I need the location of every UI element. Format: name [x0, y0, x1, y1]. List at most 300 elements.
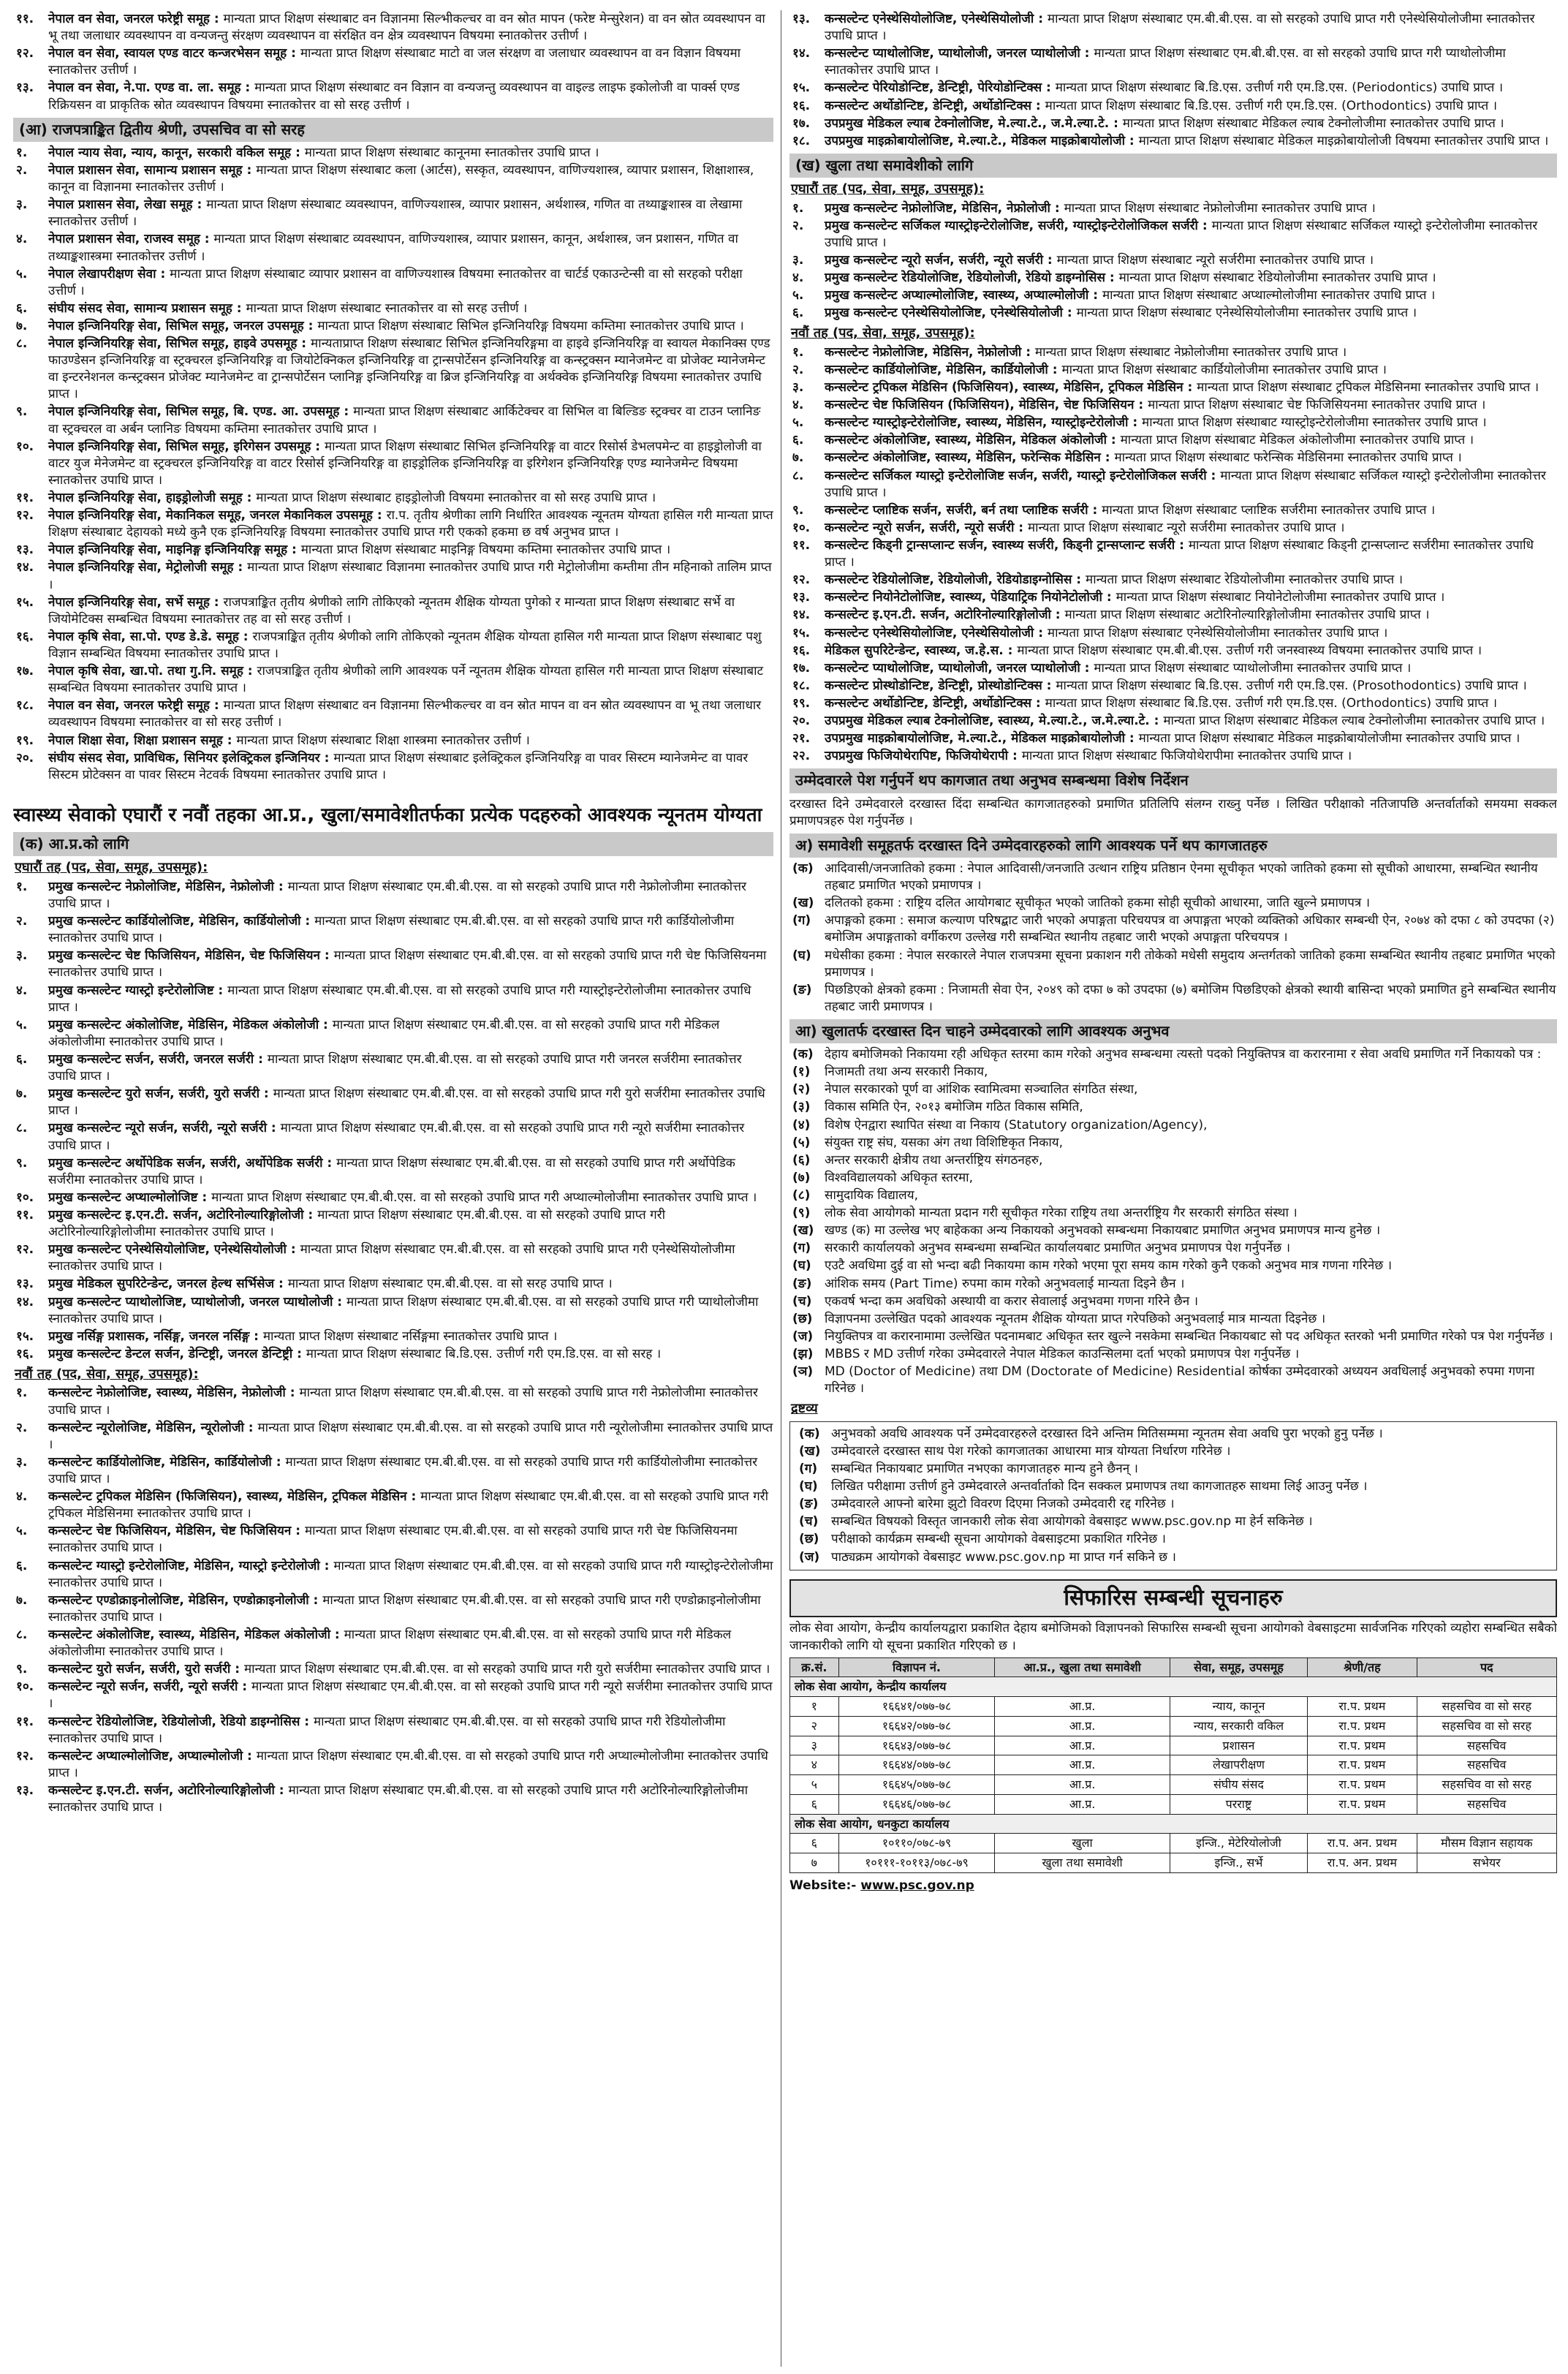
item-number: ५. — [792, 288, 804, 303]
table-cell: १०१११-१०११३/०७८-७९ — [838, 1853, 995, 1873]
item-text: नेपाल इन्जिनियरिङ्ग सेवा, सिभिल समूह, बि. एण्ड. आ. उपसमूह : मान्यता प्राप्त शिक्षण संस्थाबाट आर्किटेक्चर वा सिभिल वा बिल्डिङ स्ट्रक्चर वा टाउन प्लानिङ वा स्ट्रक्चरल वा अर्बन प्लानिङ विषयमा कम्तिमा स्नातकोत्तर उपाधि प्राप्त । — [48, 404, 761, 436]
item-title: कन्सल्टेन्ट इ.एन.टी. सर्जन, अटोरिनोल्यारिङ्गोलोजी : — [825, 608, 1065, 623]
item-text: विज्ञापनमा उल्लेखित पदको आवश्यक न्यूनतम शैक्षिक योग्यता प्राप्त गरेपछिको अनुभवलाई मात्र मान्यता दिइनेछ । — [825, 1311, 1326, 1326]
item-number: १. — [16, 879, 28, 894]
table-cell: आ.प्र. — [995, 1755, 1170, 1775]
table-cell: १ — [790, 1697, 839, 1717]
item-text: नेपाल वन सेवा, ने.पा. एण्ड वा. ला. समूह : मान्यता प्राप्त शिक्षण संस्थाबाट वन विज्ञान वा वन्यजन्तु व्यवस्थापन वा वाइल्ड लाइफ इकोलोजी वा पार्क्स एण्ड रिक्रियसन वा प्राकृतिक स्रोत व्यवस्थापन विषयमा स्नातकोत्तर वा सो सरह उत्तीर्ण । — [48, 80, 740, 113]
item-title: कन्सल्टेन्ट नियोनेटोलोजिष्ट, स्वास्थ्य, पेडियाट्रिक नियोनेटोलोजी : — [825, 590, 1116, 605]
item-title: कन्सल्टेन्ट प्याथोलोजिष्ट, प्याथोलोजी, जनरल प्याथोलोजी : — [825, 46, 1094, 61]
item-title: प्रमुख कन्सल्टेन्ट अप्थाल्मोलोजिष्ट, स्वास्थ्य, अप्थाल्मोलोजी : — [825, 288, 1102, 303]
item-title: उपप्रमुख माइक्रोबायोलोजिष्ट, मे.ल्या.टे., मेडिकल माइक्रोबायोलोजी : — [825, 731, 1139, 746]
list-item — [789, 1099, 1557, 1116]
item-title: उपप्रमुख मेडिकल ल्याब टेक्नोलोजिष्ट, स्वास्थ्य, मे.ल्या.टे., ज.मे.ल्या.टे. : — [825, 714, 1164, 729]
item-text: कन्सल्टेन्ट चेष्ट फिजिसियन, मेडिसिन, चेष्ट फिजिसियन : मान्यता प्राप्त शिक्षण संस्थाबाट एम.बी.बी.एस. वा सो सरहको उपाधि प्राप्त गरी चेष्ट फिजिसियनमा स्नातकोत्तर उपाधि प्राप्त । — [48, 1524, 738, 1556]
sub-a-list — [789, 861, 1557, 1016]
item-number: ६. — [16, 1052, 28, 1067]
item-title: नेपाल इन्जिनियरिङ्ग सेवा, सिभिल समूह, इरिगेसन उपसमूह : — [48, 439, 325, 454]
list-item — [13, 733, 773, 749]
item-text: प्रमुख नर्सिङ्ग प्रशासक, नर्सिङ्ग, जनरल नर्सिङ्ग : मान्यता प्राप्त शिक्षण संस्थाबाट नर्सिङ्गमा स्नातकोत्तर उपाधि प्राप्त । — [48, 1328, 558, 1344]
table-cell: १६६४६/०७७-७८ — [838, 1794, 995, 1814]
item-number: २०. — [16, 750, 34, 765]
item-text: नेपाल सरकारको पूर्ण वा आंशिक स्वामित्वमा सञ्चालित संगठित संस्था, — [825, 1082, 1138, 1097]
item-number: (२) — [792, 1082, 811, 1097]
table-header-cell: सेवा, समूह, उपसमूह — [1170, 1657, 1307, 1677]
item-number: ३. — [792, 252, 804, 268]
item-text: प्रमुख कन्सल्टेन्ट अर्थोपेडिक सर्जन, सर्जरी, अर्थोपेडिक सर्जरी : मान्यता प्राप्त शिक्षण संस्थाबाट एम.बी.बी.एस. वा सो सरहको उपाधि प्राप्त गरी अर्थोपेडिक सर्जरीमा स्नातकोत्तर उपाधि प्राप्त । — [48, 1155, 735, 1187]
item-title: संघीय संसद सेवा, सामान्य प्रशासन समूह : — [48, 300, 246, 316]
item-title: कन्सल्टेन्ट अर्थोडोन्टिष्ट, डेन्टिष्ट्री, अर्थोडोन्टिक्स : — [825, 98, 1045, 113]
item-number: (ङ) — [799, 1497, 819, 1512]
item-number: १७. — [16, 664, 34, 679]
item-number: १०. — [792, 520, 811, 535]
item-number: १९. — [792, 695, 811, 711]
item-number: (ख) — [792, 896, 814, 911]
list-item — [789, 537, 1557, 571]
table-cell: इन्जि., मेटेरियोलोजी — [1170, 1834, 1307, 1853]
list-item — [789, 432, 1557, 449]
item-text: नेपाल प्रशासन सेवा, सामान्य प्रशासन समूह : मान्यता प्राप्त शिक्षण संस्थाबाट कला (आर्टस), सस्कृत, व्यवस्थापन, वाणिज्यशास्त्र, व्यापार प्रशासन, शिक्षाशास्त्र, कानून वा विज्ञानमा स्नातकोत्तर उत्तीर्ण । — [48, 162, 754, 195]
list-item — [789, 520, 1557, 537]
table-cell: आ.प्र. — [995, 1697, 1170, 1717]
item-text: कन्सल्टेन्ट ग्यास्ट्रोइन्टेरोलोजिष्ट, स्वास्थ्य, मेडिसिन, ग्यास्ट्रोइन्टेरोलोजी : मान्यता प्राप्त शिक्षण संस्थाबाट ग्यास्ट्रोइन्टेरोलोजीमा स्नातकोत्तर उपाधि प्राप्त । — [825, 415, 1487, 431]
item-text: कन्सल्टेन्ट प्लाष्टिक सर्जन, सर्जरी, बर्न तथा प्लाष्टिक सर्जरी : मान्यता प्राप्त शिक्षण संस्थाबाट प्लाष्टिक सर्जरीमा स्नातकोत्तर उपाधि प्राप्त । — [825, 502, 1436, 518]
item-number: ४. — [16, 983, 28, 998]
item-text: नेपाल इन्जिनियरिङ्ग सेवा, सिभिल समूह, हाइवे उपसमूह : मान्यताप्राप्त शिक्षण संस्थाबाट सिभिल इन्जिनियरिङ्गमा वा हाइवे इन्जिनियरिङ्ग वा स्वायल मेकानिक्स एण्ड फाउण्डेसन इन्जिनियरिङ्ग वा स्ट्रक्चरल इन्जिनियरिङ्ग वा जियोटेक्निकल इन्जिनियरिङ्ग वा ट्रान्सपोर्टेसन इन्जिनियरिङ्ग वा कन्स्ट्रक्सन म्यानेजमेन्ट वा प्रोजेक्ट म्यानेजमेन्ट वा इन्टरनेशनल कन्स्ट्रक्सन प्रोजेक्ट म्यानेजमेन्ट वा ट्रान्सपोर्टेसन प्लानिङ्ग इन्जिनियरिङ्ग वा ब्रिज इन्जिनियरिङ्ग वा अर्थक्वेक इन्जिनियरिङ्ग विषयमा स्नातकोत्तर उपाधि प्राप्त । — [48, 336, 770, 402]
list-item — [789, 1240, 1557, 1257]
item-text: देहाय बमोजिमको निकायमा रही अधिकृत स्तरमा काम गरेको अनुभव सम्बन्धमा त्यस्तो पदको नियुक्तिपत्र वा करारनामा र सेवा अवधि प्रमाणित गर्ने निकायको पत्र : — [825, 1047, 1542, 1062]
notes-heading: द्रष्टव्य — [791, 1401, 818, 1417]
item-text: नेपाल शिक्षा सेवा, शिक्षा प्रशासन समूह : मान्यता प्राप्त शिक्षण संस्थाबाट शिक्षा शास्त्रमा स्नातकोत्तर उत्तीर्ण । — [48, 733, 530, 748]
list-item — [13, 1190, 773, 1206]
item-number: (ग) — [799, 1462, 818, 1477]
list-item — [789, 1311, 1557, 1328]
notes-box — [789, 1421, 1557, 1570]
list-item — [13, 1120, 773, 1154]
item-number: (छ) — [799, 1532, 819, 1547]
item-text: प्रमुख कन्सल्टेन्ट एनेस्थेसियोलोजिष्ट, एनेस्थेसियोलोजी : मान्यता प्राप्त शिक्षण संस्थाबाट एनेस्थेसियोलोजीमा स्नातकोत्तर उपाधि प्राप्त । — [825, 306, 1417, 321]
list-item — [13, 1489, 773, 1522]
item-title: मेडिकल सुपरिटेन्डेन्ट, स्वास्थ्य, ज.हे.स. : — [825, 643, 1018, 658]
item-number: १५. — [792, 80, 811, 96]
item-text: कन्सल्टेन्ट प्याथोलोजिष्ट, प्याथोलोजी, जनरल प्याथोलोजी : मान्यता प्राप्त शिक्षण संस्थाबाट प्याथोलोजीमा स्नातकोत्तर उपाधि प्राप्त । — [825, 660, 1412, 676]
item-number: १०. — [16, 1190, 34, 1205]
item-title: कन्सल्टेन्ट कार्डियोलोजिष्ट, मेडिसिन, कार्डियोलोजी : — [48, 1454, 286, 1470]
item-text: प्रमुख कन्सल्टेन्ट न्यूरो सर्जन, सर्जरी, न्यूरो सर्जरी : मान्यता प्राप्त शिक्षण संस्थाबाट न्यूरो सर्जरीमा स्नातकोत्तर उपाधि प्राप्त । — [825, 252, 1374, 268]
item-title: नेपाल इन्जिनियरिङ्ग सेवा, मेट्रोलोजी समूह : — [48, 560, 248, 575]
item-number: १६. — [16, 629, 34, 644]
item-number: (ख) — [799, 1443, 821, 1459]
item-text: प्रमुख मेडिकल सुपरिटेन्डेन्ट, जनरल हेल्थ सर्भिसेज : मान्यता प्राप्त शिक्षण संस्थाबाट एम.बी.बी.एस. वा सो सरह उपाधि प्राप्त । — [48, 1277, 613, 1292]
item-number: २२. — [792, 749, 811, 764]
list-item — [796, 1426, 1550, 1443]
item-text: सरकारी कार्यालयको अनुभव सम्बन्धमा सम्बन्धित कार्यालयबाट प्रमाणित अनुभव प्रमाणपत्र पेश गर्नुपर्नेछ । — [825, 1241, 1291, 1256]
item-text: कन्सल्टेन्ट कार्डियोलोजिष्ट, मेडिसिन, कार्डियोलोजी : मान्यता प्राप्त शिक्षण संस्थाबाट एम.बी.बी.एस. वा सो सरहको उपाधि प्राप्त गरी कार्डियोलोजीमा स्नातकोत्तर उपाधि प्राप्त । — [48, 1454, 758, 1486]
list-item — [789, 502, 1557, 519]
table-header-row — [790, 1657, 1557, 1677]
list-item — [789, 218, 1557, 252]
item-title: नेपाल वन सेवा, जनरल फरेष्ट्री समूह : — [48, 12, 224, 26]
item-title: कन्सल्टेन्ट ट्रपिकल मेडिसिन (फिजिसियन), स्वास्थ्य, मेडिसिन, ट्रपिकल मेडिसिन : — [48, 1489, 421, 1505]
item-title: कन्सल्टेन्ट कार्डियोलोजिष्ट, मेडिसिन, कार्डियोलोजी : — [825, 362, 1062, 377]
list-item — [789, 415, 1557, 431]
item-text: संघीय संसद सेवा, प्राविधिक, सिनियर इलेक्ट्रिकल इन्जिनियर : मान्यता प्राप्त शिक्षण संस्थाबाट इलेक्ट्रिकल इन्जिनियरिङ्ग वा पावर सिस्टम म्यानेजमेन्ट वा पावर सिस्टम प्रोटेक्सन वा पावर सिस्टम नेटवर्क विषयमा स्नातकोत्तर उपाधि प्राप्त । — [48, 750, 749, 782]
item-text: विश्वविद्यालयको अधिकृत स्तरमा, — [825, 1170, 973, 1185]
table-cell: सहसचिव वा सो सरह — [1417, 1775, 1556, 1795]
list-item — [789, 287, 1557, 304]
table-cell: प्रशासन — [1170, 1736, 1307, 1755]
item-number: १२. — [16, 1242, 34, 1258]
item-text: अनुभवको अवधि आवश्यक पर्ने उम्मेदवारहरुले दरखास्त दिने अन्तिम मितिसम्ममा न्यूनतम सेवा अवधि पुरा भएको हुनु पर्नेछ । — [831, 1426, 1383, 1441]
recommendation-intro: लोक सेवा आयोग, केन्द्रीय कार्यालयद्वारा प्रकाशित देहाय बमोजिमको विज्ञापनको सिफारिस सम्बन्धी सूचना आयोगको वेबसाइटमा सार्वजनिक गरिएको व्यहोरा सम्बन्धित सबैको जानकारीको लागि यो सूचना प्रकाशित गरिएको छ । — [789, 1621, 1557, 1653]
table-cell: न्याय, कानून — [1170, 1697, 1307, 1717]
item-title: कन्सल्टेन्ट चेष्ट फिजिसियन (फिजिसियन), मेडिसिन, चेष्ट फिजिसियन : — [825, 398, 1148, 413]
table-cell: १६६४५/०७७-७८ — [838, 1775, 995, 1795]
item-text: प्रमुख कन्सल्टेन्ट ग्यास्ट्रो इन्टेरोलोजिष्ट : मान्यता प्राप्त शिक्षण संस्थाबाट एम.बी.बी.एस. वा सो सरहको उपाधि प्राप्त गरी ग्यास्ट्रोइन्टेरोलोजीमा स्नातकोत्तर उपाधि प्राप्त । — [48, 983, 751, 1015]
item-number: ८. — [792, 468, 804, 483]
list-item — [789, 80, 1557, 97]
item-title: नेपाल प्रशासन सेवा, लेखा समूह : — [48, 197, 207, 213]
list-item — [796, 1443, 1550, 1460]
item-number: (क) — [799, 1426, 820, 1441]
item-number: १७. — [792, 660, 811, 676]
list-item — [13, 948, 773, 981]
table-cell: १६६४१/०७७-७८ — [838, 1697, 995, 1717]
item-text: निजामती तथा अन्य सरकारी निकाय, — [825, 1065, 988, 1080]
table-cell: १६६४३/०७७-७८ — [838, 1736, 995, 1755]
item-text: कन्सल्टेन्ट एनेस्थेसियोलोजिष्ट, एनेस्थेसियोलोजी : मान्यता प्राप्त शिक्षण संस्थाबाट एनेस्थेसियोलोजीमा स्नातकोत्तर उपाधि प्राप्त । — [825, 625, 1388, 640]
item-text: कन्सल्टेन्ट सर्जिकल ग्यास्ट्रो इन्टेरोलोजिष्ट सर्जन, सर्जरी, ग्यास्ट्रो इन्टेरोलोजिकल सर्जरी : मान्यता प्राप्त शिक्षण संस्थाबाट सर्जिकल ग्यास्ट्रो इन्टेरोलोजीमा स्नातकोत्तर उपाधि प्राप्त । — [825, 468, 1546, 500]
item-number: (ज) — [799, 1549, 820, 1565]
item-title: संघीय संसद सेवा, प्राविधिक, सिनियर इलेक्ट्रिकल इन्जिनियर : — [48, 750, 334, 765]
item-number: १३. — [792, 590, 811, 605]
list-item — [13, 318, 773, 335]
list-item — [789, 98, 1557, 115]
item-number: १०. — [16, 439, 34, 454]
table-row — [790, 1775, 1557, 1795]
list-item — [13, 1086, 773, 1119]
instructions-heading: उम्मेदवारले पेश गर्नुपर्ने थप कागजात तथा अनुभव सम्बन्धमा विशेष निर्देशन — [789, 768, 1557, 793]
item-number: ११. — [792, 537, 811, 553]
list-item — [789, 11, 1557, 45]
item-text: प्रमुख कन्सल्टेन्ट नेफ्रोलोजिष्ट, मेडिसिन, नेफ्रोलोजी : मान्यता प्राप्त शिक्षण संस्थाबाट एम.बी.बी.एस. वा सो सरहको उपाधि प्राप्त गरी नेफ्रोलोजीमा स्नातकोत्तर उपाधि प्राप्त । — [48, 879, 746, 912]
item-number: १३. — [792, 12, 811, 26]
table-cell: खुला — [995, 1834, 1170, 1853]
item-text: प्रमुख कन्सल्टेन्ट डेन्टल सर्जन, डेन्टिष्ट्री, जनरल डेन्टिष्ट्री : मान्यता प्राप्त शिक्षण संस्थाबाट बि.डि.एस. उत्तीर्ण गरी एम.डि.एस. वा सो सरह । — [48, 1346, 662, 1361]
item-number: ५. — [16, 1524, 28, 1539]
item-title: प्रमुख कन्सल्टेन्ट रेडियोलोजिष्ट, रेडियोलोजी, रेडियो डाइग्नोसिस : — [825, 270, 1119, 285]
item-title: कन्सल्टेन्ट एण्डोक्राइनोलोजिष्ट, मेडिसिन, एण्डोक्राइनोलोजी : — [48, 1592, 323, 1608]
item-title: कन्सल्टेन्ट न्यूरोलोजिष्ट, मेडिसिन, न्यूरोलोजी : — [48, 1420, 258, 1435]
item-number: (ञ) — [792, 1364, 814, 1380]
item-title: प्रमुख कन्सल्टेन्ट इ.एन.टी. सर्जन, अटोरिनोल्यारिङ्गोलोजी : — [48, 1207, 318, 1222]
item-text: कन्सल्टेन्ट प्याथोलोजिष्ट, प्याथोलोजी, जनरल प्याथोलोजी : मान्यता प्राप्त शिक्षण संस्थाबाट एम.बी.बी.एस. वा सो सरहको उपाधि प्राप्त गरी प्याथोलोजीमा स्नातकोत्तर उपाधि प्राप्त । — [825, 46, 1506, 78]
list-item — [13, 750, 773, 784]
item-number: ८. — [16, 1627, 28, 1642]
list-item — [789, 572, 1557, 589]
list-item — [796, 1461, 1550, 1478]
item-number: १. — [792, 200, 804, 216]
list-item — [789, 133, 1557, 150]
item-number: (६) — [792, 1152, 811, 1168]
list-item — [13, 197, 773, 230]
table-cell: रा.प. प्रथम — [1308, 1716, 1417, 1736]
item-title: नेपाल शिक्षा सेवा, शिक्षा प्रशासन समूह : — [48, 733, 237, 748]
item-text: अपाङ्गको हकमा : समाज कल्याण परिषद्बाट जारी भएको अपाङ्गता परिचयपत्र वा अपाङ्गता भएको व्यक्तिको अधिकार सम्बन्धी ऐन, २०७४ को दफा ८ को उपदफा (२) बमोजिम अपाङ्गताको वर्गीकरण उल्लेख गरी सम्बन्धित स्थानीय तहबाट जारी भएको अपाङ्गता परिचयपत्र । — [825, 913, 1555, 945]
item-text: एउटै अवधिमा दुई वा सो भन्दा बढी निकायमा काम गरेको भएमा पूरा समय काम गरेको कुनै एकको अनुभव मात्र गणना गरिनेछ । — [825, 1258, 1393, 1274]
item-title: नेपाल इन्जिनियरिङ्ग सेवा, सिभिल समूह, जनरल उपसमूह : — [48, 318, 318, 333]
item-text: मधेसीका हकमा : नेपाल सरकारले नेपाल राजपत्रमा सूचना प्रकाशन गरी तोकेको मधेसी समुदाय अन्तर्गतको जातिको हकमा सम्बन्धित स्थानीय तहबाट प्रमाणित भएको प्रमाणपत्र । — [825, 948, 1556, 980]
ka-level9-label: नवौं तह (पद, सेवा, समूह, उपसमूह): — [15, 1366, 199, 1382]
item-title: नेपाल इन्जिनियरिङ्ग सेवा, मेकानिकल समूह, जनरल मेकानिकल उपसमूह : — [48, 508, 387, 523]
item-text: कन्सल्टेन्ट न्यूरो सर्जन, सर्जरी, न्यूरो सर्जरी : मान्यता प्राप्त शिक्षण संस्थाबाट न्यूरो सर्जरीमा स्नातकोत्तर उपाधि प्राप्त । — [825, 520, 1345, 535]
table-cell: सभेयर — [1417, 1853, 1556, 1873]
list-item — [789, 1346, 1557, 1363]
table-row — [790, 1736, 1557, 1755]
list-item — [789, 45, 1557, 79]
table-group-cell: लोक सेवा आयोग, धनकुटा कार्यालय — [790, 1814, 1557, 1834]
item-number: ९. — [16, 1155, 28, 1171]
list-item — [13, 1523, 773, 1557]
item-title: कन्सल्टेन्ट अंकोलोजिष्ट, स्वास्थ्य, मेडिसिन, मेडिकल अंकोलोजी : — [825, 433, 1121, 448]
item-number: १. — [16, 1386, 28, 1401]
right-top-list — [789, 11, 1557, 150]
item-number: १४. — [792, 608, 811, 623]
item-text: कन्सल्टेन्ट रेडियोलोजिष्ट, रेडियोलोजी, रेडियोडाइग्नोसिस : मान्यता प्राप्त शिक्षण संस्थाबाट रेडियोलोजीमा स्नातकोत्तर उपाधि प्राप्त । — [825, 572, 1404, 588]
item-title: उपप्रमुख माइक्रोबायोलोजिष्ट, मे.ल्या.टे., मेडिकल माइक्रोबायोलोजी : — [825, 133, 1139, 148]
item-title: कन्सल्टेन्ट चेष्ट फिजिसियन, मेडिसिन, चेष्ट फिजिसियन : — [48, 1524, 305, 1539]
list-item — [13, 1241, 773, 1275]
item-text: कन्सल्टेन्ट कार्डियोलोजिष्ट, मेडिसिन, कार्डियोलोजी : मान्यता प्राप्त शिक्षण संस्थाबाट कार्डियोलोजीमा स्नातकोत्तर उपाधि प्राप्त । — [825, 362, 1387, 377]
list-item — [796, 1531, 1550, 1548]
item-number: (३) — [792, 1100, 811, 1115]
sub-aa-heading: आ) खुलातर्फ दरखास्त दिन चाहने उम्मेदवारको लागि आवश्यक अनुभव — [789, 1019, 1557, 1043]
item-text: कन्सल्टेन्ट एनेस्थेसियोलोजिष्ट, एनेस्थेसियोलोजी : मान्यता प्राप्त शिक्षण संस्थाबाट एम.बी.बी.एस. वा सो सरहको उपाधि प्राप्त गरी एनेस्थेसियोलोजीमा स्नातकोत्तर उपाधि प्राप्त । — [825, 12, 1535, 44]
item-text: नेपाल इन्जिनियरिङ्ग सेवा, सिभिल समूह, जनरल उपसमूह : मान्यता प्राप्त शिक्षण संस्थाबाट सिभिल इन्जिनियरिङ्ग विषयमा कम्तिमा स्नातकोत्तर उपाधि प्राप्त । — [48, 318, 744, 333]
item-text: कन्सल्टेन्ट अंकोलोजिष्ट, स्वास्थ्य, मेडिसिन, मेडिकल अंकोलोजी : मान्यता प्राप्त शिक्षण संस्थाबाट एम.बी.बी.एस. वा सो सरहको उपाधि प्राप्त गरी मेडिकल अंकोलोजीमा स्नातकोत्तर उपाधि प्राप्त । — [48, 1627, 732, 1660]
list-item — [13, 1207, 773, 1241]
item-number: (ख) — [792, 1223, 814, 1239]
item-text: कन्सल्टेन्ट पेरियोडोन्टिष्ट, डेन्टिष्ट्री, पेरियोडोन्टिक्स : मान्यता प्राप्त शिक्षण संस्थाबाट बि.डि.एस. उत्तीर्ण गरी एम.डि.एस. (Periodontics) उपाधि प्राप्त । — [825, 80, 1504, 96]
ka-level9-list — [13, 1385, 773, 1816]
item-number: ११. — [16, 1207, 34, 1222]
item-text: कन्सल्टेन्ट अर्थोडोन्टिष्ट, डेन्टिष्ट्री, अर्थोडोन्टिक्स : मान्यता प्राप्त शिक्षण संस्थाबाट बि.डि.एस. उत्तीर्ण गरी एम.डि.एस. (Orthodontics) उपाधि प्राप्त । — [825, 98, 1498, 113]
list-item — [13, 663, 773, 697]
item-number: १६. — [16, 1346, 34, 1361]
item-text: MBBS र MD उत्तीर्ण गरेका उम्मेदवारले नेपाल मेडिकल काउन्सिलमा दर्ता भएको प्रमाणपत्र पेश गर्नुपर्नेछ । — [825, 1347, 1300, 1362]
item-number: १८. — [792, 133, 811, 148]
table-row — [790, 1697, 1557, 1717]
list-item — [789, 730, 1557, 747]
item-text: प्रमुख कन्सल्टेन्ट सर्जिकल ग्यास्ट्रोइन्टेरोलोजिष्ट, सर्जरी, ग्यास्ट्रोइन्टेरोलोजिकल सर्जरी : मान्यता प्राप्त शिक्षण संस्थाबाट सर्जिकल ग्यास्ट्रो इन्टेरोलोजीमा स्नातकोत्तर उपाधि प्राप्त । — [825, 218, 1538, 250]
list-item — [13, 1558, 773, 1592]
item-number: ६. — [792, 433, 804, 448]
item-text: अन्तर सरकारी क्षेत्रीय तथा अन्तर्राष्ट्रिय संगठनहरु, — [825, 1152, 1043, 1168]
left-top-list — [13, 11, 773, 114]
list-item — [13, 1454, 773, 1488]
table-cell: न्याय, सरकारी वकिल — [1170, 1716, 1307, 1736]
item-number: १. — [16, 145, 28, 160]
item-number: ८. — [16, 1121, 28, 1136]
item-number: ७. — [16, 318, 28, 333]
item-number: १४. — [792, 46, 811, 61]
item-text: मेडिकल सुपरिटेन्डेन्ट, स्वास्थ्य, ज.हे.स. : मान्यता प्राप्त शिक्षण संस्थाबाट एम.बी.बी.एस. उत्तीर्ण गरी जनस्वास्थ्य विषयमा स्नातकोत्तर उपाधि प्राप्त । — [825, 643, 1482, 658]
table-header-cell: श्रेणी/तह — [1308, 1657, 1417, 1677]
list-item — [796, 1496, 1550, 1513]
list-item — [13, 80, 773, 113]
item-title: कन्सल्टेन्ट अंकोलोजिष्ट, स्वास्थ्य, मेडिसिन, फरेन्सिक मेडिसिन : — [825, 450, 1115, 466]
item-text: दलितको हकमा : राष्ट्रिय दलित आयोगबाट सूचीकृत भएको जातिको हकमा सोही सूचीको आधारमा, जाति खुल्ने प्रमाणपत्र । — [825, 896, 1371, 911]
item-text: कन्सल्टेन्ट इ.एन.टी. सर्जन, अटोरिनोल्यारिङ्गोलोजी : मान्यता प्राप्त शिक्षण संस्थाबाट अटोरिनोल्यारिङ्गोलोजीमा स्नातकोत्तर उपाधि प्राप्त । — [825, 608, 1430, 623]
item-text: नेपाल कृषि सेवा, सा.पो. एण्ड डे.डे. समूह : राजपत्राङ्कित तृतीय श्रेणीको लागि तोकिएको न्यूनतम शैक्षिक योग्यता हासिल गरी मान्यता प्राप्त शिक्षण संस्थाबाट पशु विज्ञान सम्बन्धित विषयमा स्नातकोत्तर उपाधि प्राप्त । — [48, 629, 762, 662]
item-number: १५. — [16, 594, 34, 610]
item-number: ९. — [16, 404, 28, 420]
item-number: ३. — [792, 379, 804, 395]
item-number: १३. — [16, 543, 34, 558]
list-item — [789, 748, 1557, 765]
item-number: ५. — [16, 266, 28, 281]
website-link[interactable]: www.psc.gov.np — [860, 1878, 974, 1893]
item-title: प्रमुख कन्सल्टेन्ट एनेस्थेसियोलोजिष्ट, एनेस्थेसियोलोजी : — [48, 1242, 300, 1258]
item-title: नेपाल इन्जिनियरिङ्ग सेवा, सिभिल समूह, हाइवे उपसमूह : — [48, 336, 311, 352]
item-title: प्रमुख कन्सल्टेन्ट न्यूरो सर्जन, सर्जरी, न्यूरो सर्जरी : — [825, 252, 1057, 268]
item-title: प्रमुख कन्सल्टेन्ट सर्जन, सर्जरी, जनरल सर्जरी : — [48, 1052, 268, 1067]
item-text: नेपाल प्रशासन सेवा, राजस्व समूह : मान्यता प्राप्त शिक्षण संस्थाबाट व्यवस्थापन, वाणिज्यशास्त्र, व्यापार प्रशासन, कानून, अर्थशास्त्र, जन प्रशासन, गणित वा तथ्याङ्कशास्त्रमा स्नातकोत्तर उत्तीर्ण । — [48, 232, 738, 264]
item-title: कन्सल्टेन्ट रेडियोलोजिष्ट, रेडियोलोजी, रेडियो डाइग्नोसिस : — [48, 1714, 314, 1729]
item-number: ३. — [16, 948, 28, 964]
table-cell: ६ — [790, 1794, 839, 1814]
item-text: नेपाल लेखापरीक्षण सेवा : मान्यता प्राप्त शिक्षण संस्थाबाट व्यापार प्रशासन वा वाणिज्यशास्त्र विषयमा स्नातकोत्तर वा चार्टर्ड एकाउन्टेन्सी वा सो सरहको परीक्षा उत्तीर्ण । — [48, 266, 743, 298]
item-number: ७. — [16, 1592, 28, 1608]
item-number: १. — [792, 344, 804, 360]
list-item — [789, 589, 1557, 606]
table-cell: सहसचिव वा सो सरह — [1417, 1697, 1556, 1717]
item-text: कन्सल्टेन्ट चेष्ट फिजिसियन (फिजिसियन), मेडिसिन, चेष्ट फिजिसियन : मान्यता प्राप्त शिक्षण संस्थाबाट चेष्ट फिजिसियनमा स्नातकोत्तर उपाधि प्राप्त । — [825, 398, 1486, 413]
table-header-cell: आ.प्र., खुला तथा समावेशी — [995, 1657, 1170, 1677]
table-cell: ६ — [790, 1834, 839, 1853]
list-item — [13, 1714, 773, 1747]
item-number: (ज) — [792, 1328, 814, 1344]
list-item — [13, 231, 773, 265]
item-number: २. — [792, 218, 804, 233]
item-text: संयुक्त राष्ट्र संघ, यसका अंग तथा विशिष्टिकृत निकाय, — [825, 1135, 1063, 1150]
item-title: कन्सल्टेन्ट प्याथोलोजिष्ट, प्याथोलोजी, जनरल प्याथोलोजी : — [825, 660, 1094, 676]
item-number: १७. — [792, 116, 811, 131]
list-item — [13, 1155, 773, 1189]
item-title: कन्सल्टेन्ट इ.एन.टी. सर्जन, अटोरिनोल्यारिङ्गोलोजी : — [48, 1783, 289, 1798]
list-item — [13, 1346, 773, 1363]
list-item — [13, 145, 773, 162]
item-title: कन्सल्टेन्ट ट्रपिकल मेडिसिन (फिजिसियन), स्वास्थ्य, मेडिसिन, ट्रपिकल मेडिसिन : — [825, 379, 1197, 395]
item-text: परीक्षाको कार्यक्रम सम्बन्धी सूचना आयोगको वेबसाइटमा प्रकाशित गरिनेछ । — [831, 1532, 1166, 1547]
item-text: उपप्रमुख मेडिकल ल्याब टेक्नोलोजिष्ट, स्वास्थ्य, मे.ल्या.टे., ज.मे.ल्या.टे. : मान्यता प्राप्त शिक्षण संस्थाबाट मेडिकल ल्याब टेक्नोलोजीमा स्नातकोत्तर उपाधि प्राप्त । — [825, 714, 1545, 729]
item-title: नेपाल वन सेवा, ने.पा. एण्ड वा. ला. समूह : — [48, 80, 255, 96]
list-item — [13, 1017, 773, 1051]
list-item — [13, 45, 773, 79]
list-item — [13, 507, 773, 541]
left-column — [13, 10, 773, 2367]
section-aa-list — [13, 145, 773, 784]
table-cell: मौसम विज्ञान सहायक — [1417, 1834, 1556, 1853]
table-cell: सहसचिव — [1417, 1794, 1556, 1814]
item-text: नेपाल प्रशासन सेवा, लेखा समूह : मान्यता प्राप्त शिक्षण संस्थाबाट व्यवस्थापन, वाणिज्यशास्त्र, व्यापार प्रशासन, अर्थशास्त्र, गणित वा तथ्याङ्कशास्त्र वा लेखामा स्नातकोत्तर उत्तीर्ण । — [48, 197, 743, 230]
item-number: (घ) — [792, 948, 811, 963]
item-title: कन्सल्टेन्ट युरो सर्जन, सर्जरी, युरो सर्जरी : — [48, 1662, 244, 1677]
item-text: कन्सल्टेन्ट नेफ्रोलोजिष्ट, मेडिसिन, नेफ्रोलोजी : मान्यता प्राप्त शिक्षण संस्थाबाट नेफ्रोलोजीमा स्नातकोत्तर उपाधि प्राप्त । — [825, 344, 1347, 360]
item-number: २१. — [792, 731, 811, 746]
item-text: उम्मेदवारले दरखास्त साथ पेश गरेको कागजातका आधारमा मात्र योग्यता निर्धारण गरिनेछ । — [831, 1443, 1231, 1459]
item-text: विशेष ऐनद्वारा स्थापित संस्था वा निकाय (Statutory organization/Agency), — [825, 1117, 1208, 1133]
item-title: कन्सल्टेन्ट रेडियोलोजिष्ट, रेडियोलोजी, रेडियोडाइग्नोसिस : — [825, 572, 1086, 588]
item-title: कन्सल्टेन्ट न्यूरो सर्जन, सर्जरी, न्यूरो सर्जरी : — [48, 1679, 251, 1695]
list-item — [13, 594, 773, 628]
item-title: नेपाल इन्जिनियरिङ्ग सेवा, सर्भे समूह : — [48, 594, 224, 610]
list-item — [789, 1293, 1557, 1310]
item-title: प्रमुख नर्सिङ्ग प्रशासक, नर्सिङ्ग, जनरल नर्सिङ्ग : — [48, 1328, 263, 1344]
item-number: (९) — [792, 1206, 811, 1221]
item-title: प्रमुख कन्सल्टेन्ट सर्जिकल ग्यास्ट्रोइन्टेरोलोजिष्ट, सर्जरी, ग्यास्ट्रोइन्टेरोलोजिकल सर्जरी : — [825, 218, 1212, 233]
table-group-row — [790, 1677, 1557, 1697]
item-title: कन्सल्टेन्ट नेफ्रोलोजिष्ट, स्वास्थ्य, मेडिसिन, नेफ्रोलोजी : — [48, 1386, 300, 1401]
item-title: कन्सल्टेन्ट सर्जिकल ग्यास्ट्रो इन्टेरोलोजिष्ट सर्जन, सर्जरी, ग्यास्ट्रो इन्टेरोलोजिकल सर्जरी : — [825, 468, 1221, 483]
item-text: कन्सल्टेन्ट अंकोलोजिष्ट, स्वास्थ्य, मेडिसिन, मेडिकल अंकोलोजी : मान्यता प्राप्त शिक्षण संस्थाबाट मेडिकल अंकोलोजीमा स्नातकोत्तर उपाधि प्राप्त । — [825, 433, 1474, 448]
item-text: कन्सल्टेन्ट रेडियोलोजिष्ट, रेडियोलोजी, रेडियो डाइग्नोसिस : मान्यता प्राप्त शिक्षण संस्थाबाट एम.बी.बी.एस. वा सो सरहको उपाधि प्राप्त गरी रेडियोलोजीमा स्नातकोत्तर उपाधि प्राप्त । — [48, 1714, 726, 1746]
item-text: सम्बन्धित निकायबाट प्रमाणित नभएका कागजातहरु मान्य हुने छैनन् । — [831, 1462, 1138, 1477]
table-cell: आ.प्र. — [995, 1794, 1170, 1814]
item-text: प्रमुख कन्सल्टेन्ट रेडियोलोजिष्ट, रेडियोलोजी, रेडियो डाइग्नोसिस : मान्यता प्राप्त शिक्षण संस्थाबाट रेडियोलोजीमा स्नातकोत्तर उपाधि प्राप्त । — [825, 270, 1436, 285]
item-text: प्रमुख कन्सल्टेन्ट नेफ्रोलोजिष्ट, मेडिसिन, नेफ्रोलोजी : मान्यता प्राप्त शिक्षण संस्थाबाट नेफ्रोलोजीमा स्नातकोत्तर उपाधि प्राप्त । — [825, 200, 1376, 216]
list-item — [789, 643, 1557, 659]
table-cell: रा.प. अन. प्रथम — [1308, 1853, 1417, 1873]
item-text: कन्सल्टेन्ट किड्नी ट्रान्सप्लान्ट सर्जन, स्वास्थ्य सर्जरी, किड्नी ट्रान्सप्लान्ट सर्जरी : मान्यता प्राप्त शिक्षण संस्थाबाट किड्नी ट्रान्सप्लान्ट सर्जरीमा स्नातकोत्तर उपाधि प्राप्त । — [825, 537, 1534, 570]
item-text: कन्सल्टेन्ट प्रोस्थोडोन्टिष्ट, डेन्टिष्ट्री, प्रोस्थोडोन्टिक्स : मान्यता प्राप्त शिक्षण संस्थाबाट बि.डि.एस. उत्तीर्ण गरी एम.डि.एस. (Prosothodontics) उपाधि प्राप्त । — [825, 678, 1527, 693]
item-number: १९. — [16, 733, 34, 748]
list-item — [13, 1294, 773, 1328]
list-item — [789, 270, 1557, 287]
item-title: उपप्रमुख फिजियोथेरापिष्ट, फिजियोथेरापी : — [825, 749, 1022, 764]
item-number: (झ) — [792, 1347, 814, 1362]
item-number: ४. — [16, 1489, 28, 1505]
item-title: नेपाल लेखापरीक्षण सेवा : — [48, 266, 170, 281]
item-text: कन्सल्टेन्ट न्यूरोलोजिष्ट, मेडिसिन, न्यूरोलोजी : मान्यता प्राप्त शिक्षण संस्थाबाट एम.बी.बी.एस. वा सो सरहको उपाधि प्राप्त गरी न्यूरोलोजीमा स्नातकोत्तर उपाधि प्राप्त । — [48, 1420, 773, 1452]
item-number: ६. — [16, 1558, 28, 1573]
item-text: आदिवासी/जनजातिको हकमा : नेपाल आदिवासी/जनजाति उत्थान राष्ट्रिय प्रतिष्ठान ऐनमा सूचीकृत भएको जातिको हकमा सो सूचीको आधारमा, सम्बन्धित स्थानीय तहबाट प्रमाणित भएको प्रमाणपत्र । — [825, 861, 1538, 893]
item-number: (क) — [792, 861, 814, 876]
list-item — [796, 1549, 1550, 1566]
item-title: नेपाल प्रशासन सेवा, राजस्व समूह : — [48, 232, 214, 247]
item-text: प्रमुख कन्सल्टेन्ट कार्डियोलोजिष्ट, मेडिसिन, कार्डियोलोजी : मान्यता प्राप्त शिक्षण संस्थाबाट एम.बी.बी.एस. वा सो सरहको उपाधि प्राप्त गरी कार्डियोलोजीमा स्नातकोत्तर उपाधि प्राप्त । — [48, 914, 735, 946]
item-number: १४. — [16, 1294, 34, 1309]
item-number: १२. — [16, 46, 34, 61]
item-text: नियुक्तिपत्र वा करारनामामा उल्लेखित पदनामबाट अधिकृत स्तर खुल्ने नसकेमा सम्बन्धित निकायबाट सो पद अधिकृत स्तरको भनी प्रमाणित गरेको पत्र पेश गर्नुपर्नेछ । — [825, 1328, 1553, 1344]
item-number: ७. — [16, 1086, 28, 1102]
item-text: प्रमुख कन्सल्टेन्ट चेष्ट फिजिसियन, मेडिसिन, चेष्ट फिजिसियन : मान्यता प्राप्त शिक्षण संस्थाबाट एम.बी.बी.एस. वा सो सरहको उपाधि प्राप्त गरी चेष्ट फिजिसियनमा स्नातकोत्तर उपाधि प्राप्त । — [48, 948, 767, 980]
list-item — [789, 695, 1557, 712]
item-number: (ङ) — [792, 1276, 812, 1291]
item-number: (८) — [792, 1188, 811, 1203]
item-title: प्रमुख कन्सल्टेन्ट एनेस्थेसियोलोजिष्ट, एनेस्थेसियोलोजी : — [825, 306, 1077, 321]
item-title: कन्सल्टेन्ट एनेस्थेसियोलोजिष्ट, एनेस्थेसियोलोजी : — [825, 625, 1048, 640]
item-number: (क) — [792, 1047, 814, 1062]
item-text: नेपाल इन्जिनियरिङ्ग सेवा, सर्भे समूह : राजपत्राङ्कित तृतीय श्रेणीको लागि तोकिएको न्यूनतम शैक्षिक योग्यता पुगेको र मान्यता प्राप्त शिक्षण संस्थाबाट सर्भे वा जियोमेटिक्स सम्बन्धित विषयमा स्नातकोत्तर तह वा सो सरह उत्तीर्ण । — [48, 594, 735, 627]
table-cell: रा.प. प्रथम — [1308, 1755, 1417, 1775]
item-number: ४. — [16, 232, 28, 247]
item-text: कन्सल्टेन्ट नेफ्रोलोजिष्ट, स्वास्थ्य, मेडिसिन, नेफ्रोलोजी : मान्यता प्राप्त शिक्षण संस्थाबाट एम.बी.बी.एस. वा सो सरहको उपाधि प्राप्त गरी नेफ्रोलोजीमा स्नातकोत्तर उपाधि प्राप्त । — [48, 1386, 758, 1418]
item-number: (घ) — [792, 1258, 811, 1274]
item-number: ३. — [16, 1454, 28, 1470]
item-text: नेपाल कृषि सेवा, खा.पो. तथा गु.नि. समूह : राजपत्राङ्कित तृतीय श्रेणीको लागि आवश्यक पर्ने न्यूनतम शैक्षिक योग्यता हासिल गरी मान्यता प्राप्त शिक्षण संस्थाबाट सम्बन्धित विषयमा स्नातकोत्तर उपाधि प्राप्त । — [48, 664, 764, 696]
item-title: कन्सल्टेन्ट ग्यास्ट्रो इन्टेरोलोजिष्ट, मेडिसिन, ग्यास्ट्रो इन्टेरोलोजी : — [48, 1558, 334, 1573]
